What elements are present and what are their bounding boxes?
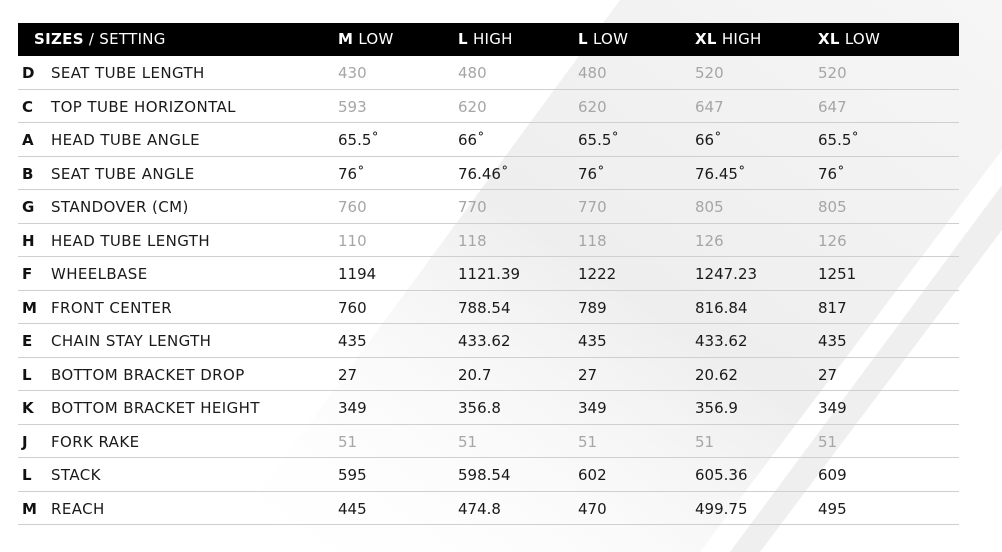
table-row bbox=[18, 358, 959, 392]
table-cell: 76˚ bbox=[578, 164, 605, 183]
dimension-letter: F bbox=[22, 265, 33, 283]
table-cell: 126 bbox=[695, 231, 724, 250]
table-cell: 27 bbox=[578, 365, 598, 384]
dimension-name: BOTTOM BRACKET DROP bbox=[51, 365, 245, 384]
table-cell: 817 bbox=[818, 298, 847, 317]
dimension-letter: J bbox=[22, 432, 28, 451]
dimension-letter: H bbox=[22, 231, 35, 250]
table-cell: 76.45˚ bbox=[695, 164, 746, 183]
dimension-letter: D bbox=[22, 64, 35, 82]
table-cell: 65.5˚ bbox=[578, 131, 619, 149]
table-cell: 118 bbox=[458, 231, 487, 250]
table-cell: 433.62 bbox=[695, 332, 748, 350]
table-cell: 760 bbox=[338, 298, 367, 317]
table-row bbox=[18, 90, 959, 124]
table-cell: 816.84 bbox=[695, 298, 748, 317]
table-cell: 51 bbox=[818, 432, 838, 451]
table-cell: 27 bbox=[818, 365, 838, 384]
table-cell: 51 bbox=[338, 432, 358, 451]
table-cell: 805 bbox=[695, 198, 724, 216]
dimension-name: CHAIN STAY LENGTH bbox=[51, 332, 212, 350]
table-cell: 1247.23 bbox=[695, 265, 758, 283]
dimension-name: HEAD TUBE ANGLE bbox=[51, 131, 200, 149]
table-row bbox=[18, 224, 959, 258]
table-cell: 647 bbox=[818, 97, 847, 116]
dimension-letter: B bbox=[22, 164, 34, 183]
table-cell: 470 bbox=[578, 499, 607, 518]
dimension-name: REACH bbox=[51, 499, 105, 518]
dimension-name: WHEELBASE bbox=[51, 265, 148, 283]
table-cell: 65.5˚ bbox=[338, 131, 379, 149]
header-column-size: L bbox=[458, 30, 468, 48]
header-sizes-setting bbox=[34, 23, 166, 56]
table-cell: 66˚ bbox=[458, 131, 485, 149]
dimension-letter: G bbox=[22, 198, 35, 216]
table-cell: 76.46˚ bbox=[458, 164, 509, 183]
table-cell: 445 bbox=[338, 499, 367, 518]
table-header bbox=[18, 23, 959, 56]
dimension-letter: L bbox=[22, 466, 32, 484]
table-cell: 770 bbox=[458, 198, 487, 216]
dimension-name: SEAT TUBE ANGLE bbox=[51, 164, 195, 183]
header-column-setting: HIGH bbox=[721, 30, 762, 48]
dimension-name: STACK bbox=[51, 466, 101, 484]
header-column-size: L bbox=[578, 30, 588, 48]
dimension-letter: C bbox=[22, 97, 34, 116]
table-cell: 430 bbox=[338, 64, 367, 82]
dimension-name: TOP TUBE HORIZONTAL bbox=[51, 97, 236, 116]
table-cell: 1251 bbox=[818, 265, 857, 283]
table-cell: 609 bbox=[818, 466, 847, 484]
header-column-setting: LOW bbox=[844, 30, 881, 48]
dimension-letter: L bbox=[22, 365, 32, 384]
table-cell: 520 bbox=[695, 64, 724, 82]
table-cell: 480 bbox=[578, 64, 607, 82]
table-cell: 620 bbox=[578, 97, 607, 116]
table-row bbox=[18, 190, 959, 224]
header-column-5 bbox=[818, 23, 880, 56]
table-cell: 65.5˚ bbox=[818, 131, 859, 149]
table-cell: 51 bbox=[695, 432, 715, 451]
table-row bbox=[18, 425, 959, 459]
table-cell: 760 bbox=[338, 198, 367, 216]
table-cell: 520 bbox=[818, 64, 847, 82]
table-cell: 595 bbox=[338, 466, 367, 484]
dimension-name: SEAT TUBE LENGTH bbox=[51, 64, 205, 82]
dimension-letter: E bbox=[22, 332, 33, 350]
table-cell: 788.54 bbox=[458, 298, 511, 317]
table-cell: 602 bbox=[578, 466, 607, 484]
table-cell: 480 bbox=[458, 64, 487, 82]
table-cell: 51 bbox=[458, 432, 478, 451]
table-cell: 51 bbox=[578, 432, 598, 451]
table-cell: 126 bbox=[818, 231, 847, 250]
table-cell: 20.62 bbox=[695, 365, 738, 384]
dimension-name: FRONT CENTER bbox=[51, 298, 173, 317]
header-column-3 bbox=[578, 23, 628, 56]
table-cell: 805 bbox=[818, 198, 847, 216]
header-column-size: M bbox=[338, 30, 354, 48]
table-row bbox=[18, 56, 959, 90]
table-cell: 495 bbox=[818, 499, 847, 518]
table-cell: 66˚ bbox=[695, 131, 722, 149]
table-cell: 110 bbox=[338, 231, 367, 250]
table-cell: 1121.39 bbox=[458, 265, 521, 283]
dimension-name: HEAD TUBE LENGTH bbox=[51, 231, 210, 250]
table-cell: 435 bbox=[578, 332, 607, 350]
header-sizes-label: SIZES bbox=[34, 30, 84, 48]
header-column-4 bbox=[695, 23, 762, 56]
table-row bbox=[18, 391, 959, 425]
table-cell: 356.9 bbox=[695, 399, 738, 417]
table-cell: 349 bbox=[338, 399, 367, 417]
table-cell: 620 bbox=[458, 97, 487, 116]
table-row bbox=[18, 123, 959, 157]
table-cell: 20.7 bbox=[458, 365, 492, 384]
table-body bbox=[18, 56, 959, 525]
table-cell: 349 bbox=[818, 399, 847, 417]
header-column-2 bbox=[458, 23, 513, 56]
table-row bbox=[18, 324, 959, 358]
header-column-setting: HIGH bbox=[472, 30, 513, 48]
table-cell: 647 bbox=[695, 97, 724, 116]
header-column-size: XL bbox=[818, 30, 840, 48]
table-cell: 770 bbox=[578, 198, 607, 216]
table-cell: 27 bbox=[338, 365, 358, 384]
table-cell: 474.8 bbox=[458, 499, 501, 518]
table-cell: 76˚ bbox=[818, 164, 845, 183]
table-cell: 1194 bbox=[338, 265, 377, 283]
table-cell: 499.75 bbox=[695, 499, 748, 518]
dimension-name: BOTTOM BRACKET HEIGHT bbox=[51, 399, 260, 417]
table-cell: 1222 bbox=[578, 265, 617, 283]
table-row bbox=[18, 458, 959, 492]
table-cell: 356.8 bbox=[458, 399, 501, 417]
table-cell: 435 bbox=[818, 332, 847, 350]
table-cell: 433.62 bbox=[458, 332, 511, 350]
header-column-setting: LOW bbox=[358, 30, 394, 48]
table-cell: 76˚ bbox=[338, 164, 365, 183]
table-cell: 435 bbox=[338, 332, 367, 350]
dimension-letter: M bbox=[22, 499, 37, 518]
dimension-letter: A bbox=[22, 131, 34, 149]
dimension-letter: K bbox=[22, 399, 34, 417]
geometry-table bbox=[18, 23, 959, 525]
table-row bbox=[18, 157, 959, 191]
header-setting-label: / SETTING bbox=[83, 30, 166, 48]
dimension-name: FORK RAKE bbox=[51, 432, 140, 451]
table-row bbox=[18, 257, 959, 291]
header-column-size: XL bbox=[695, 30, 717, 48]
table-row bbox=[18, 492, 959, 526]
table-cell: 789 bbox=[578, 298, 607, 317]
dimension-letter: M bbox=[22, 298, 37, 317]
table-cell: 593 bbox=[338, 97, 367, 116]
table-cell: 118 bbox=[578, 231, 607, 250]
dimension-name: STANDOVER (CM) bbox=[51, 198, 189, 216]
table-cell: 349 bbox=[578, 399, 607, 417]
header-column-setting: LOW bbox=[592, 30, 629, 48]
table-row bbox=[18, 291, 959, 325]
table-cell: 605.36 bbox=[695, 466, 748, 484]
table-cell: 598.54 bbox=[458, 466, 511, 484]
header-column-1 bbox=[338, 23, 394, 56]
